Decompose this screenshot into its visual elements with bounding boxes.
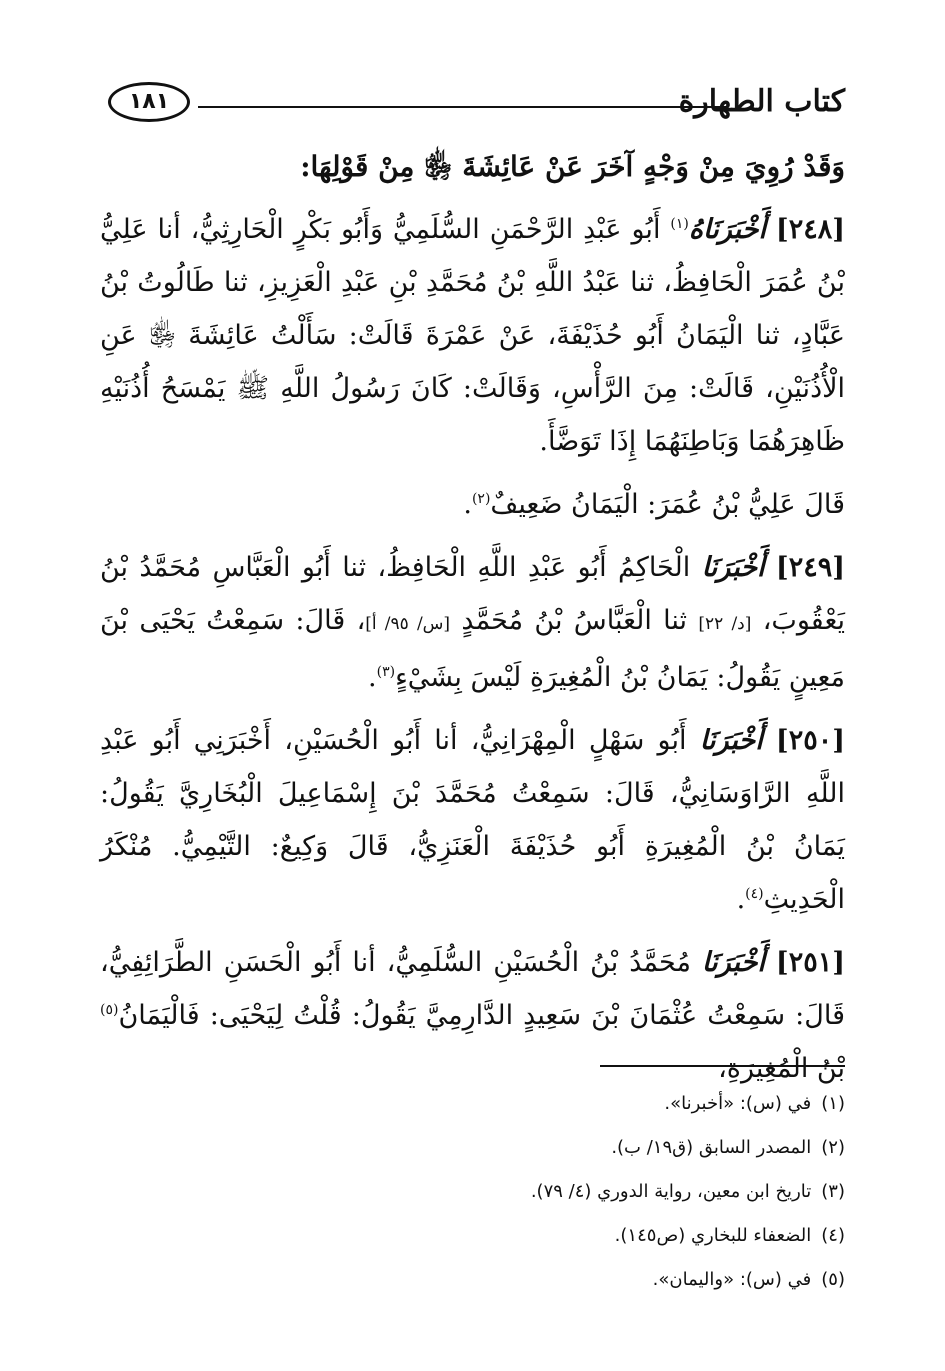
footnote-item — [100, 1258, 845, 1302]
hadith-250 — [100, 714, 845, 926]
book-title: كتاب الطهارة — [678, 84, 845, 119]
hadith-text: مُحَمَّدُ بْنُ الْحُسَيْنِ السُّلَمِيُّ، أنا أَبُو الْحَسَنِ الطَّرَائِفِيُّ، قَالَ: سَمِعْتُ عُثْمَانَ بْنَ سَعِيدٍ الدَّارِمِيَّ يَقُولُ: قُلْتُ لِيَحْيَى: فَالْيَمَانُ — [100, 947, 845, 1031]
narrator-comment — [100, 478, 845, 531]
narration-keyword: أَخْبَرَنَا — [701, 947, 765, 978]
footnote-text: في (س): «أخبرنا». — [664, 1093, 812, 1114]
section-heading: وَقَدْ رُوِيَ مِنْ وَجْهٍ آخَرَ عَنْ عَائِشَةَ ﵂ مِنْ قَوْلِهَا: — [300, 150, 845, 183]
hadith-number: [٢٥١] — [775, 947, 845, 978]
footnote-number: (٥) — [821, 1269, 845, 1290]
manuscript-ref: [د/ ٢٢] — [698, 614, 752, 634]
hadith-end: . — [368, 662, 377, 693]
comment-text: قَالَ عَلِيُّ بْنُ عُمَرَ: الْيَمَانُ ضَعِيفٌ — [490, 489, 845, 520]
footnote-text: في (س): «واليمان». — [652, 1269, 812, 1290]
narration-keyword: أَخْبَرَنَا — [701, 552, 765, 583]
hadith-text: بْنُ الْمُغِيرَةِ، — [718, 1053, 845, 1084]
narration-keyword: أَخْبَرَنَاهُ — [688, 214, 766, 245]
footnote-number: (٢) — [821, 1137, 845, 1158]
footnote-ref[interactable]: (٥) — [100, 1002, 119, 1018]
footnotes — [100, 1082, 845, 1302]
comment-end: . — [463, 489, 472, 520]
main-text — [100, 140, 845, 1105]
hadith-text: الْحَاكِمُ أَبُو عَبْدِ اللَّهِ الْحَافِظُ، ثنا أَبُو الْعَبَّاسِ مُحَمَّدُ بْنُ يَعْقُوبَ، — [100, 552, 845, 636]
footnote-ref[interactable]: (٤) — [745, 886, 764, 902]
footnote-item — [100, 1082, 845, 1126]
footnote-divider — [600, 1065, 845, 1067]
hadith-248 — [100, 203, 845, 468]
footnote-number: (٤) — [821, 1225, 845, 1246]
hadith-249 — [100, 541, 845, 704]
footnote-text: تاريخ ابن معين، رواية الدوري (٤/ ٧٩). — [530, 1181, 812, 1202]
hadith-end: . — [736, 884, 746, 915]
hadith-text: ثنا الْعَبَّاسُ بْنُ مُحَمَّدٍ — [461, 605, 688, 636]
footnote-ref[interactable]: (١) — [670, 216, 689, 232]
page-header — [100, 80, 845, 132]
header-rule — [198, 106, 727, 108]
hadith-text: ، قَالَ: سَمِعْتُ يَحْيَى بْنَ مَعِينٍ يَقُولُ: يَمَانُ بْنُ الْمُغِيرَةِ لَيْسَ بِشَيْءٍ — [100, 605, 845, 693]
page-number: ١٨١ — [108, 82, 190, 122]
hadith-number: [٢٥٠] — [775, 725, 845, 756]
manuscript-ref: [س/ ٩٥/ أ] — [365, 614, 451, 634]
footnote-item — [100, 1170, 845, 1214]
footnote-text: الضعفاء للبخاري (ص١٤٥). — [614, 1225, 812, 1246]
hadith-text: أَبُو عَبْدِ الرَّحْمَنِ السُّلَمِيُّ وَأَبُو بَكْرٍ الْحَارِثِيُّ، أنا عَلِيُّ بْنُ عُمَرَ الْحَافِظُ، ثنا عَبْدُ اللَّهِ بْنُ مُحَمَّدِ بْنِ عَبْدِ الْعَزِيزِ، ثنا طَالُوتُ بْنُ عَبَّادٍ، ثنا الْيَمَانُ أَبُو حُذَيْفَةَ، عَنْ عَمْرَةَ قَالَتْ: سَأَلْتُ عَائِشَةَ ﵂ عَنِ الْأُذُنَيْنِ، قَالَتْ: مِنَ الرَّأْسِ، وَقَالَتْ: كَانَ رَسُولُ اللَّهِ ﷺ يَمْسَحُ أُذُنَيْهِ ظَاهِرَهُمَا وَبَاطِنَهُمَا إِذَا تَوَضَّأَ. — [100, 214, 845, 457]
hadith-251 — [100, 936, 845, 1095]
footnote-ref[interactable]: (٣) — [376, 664, 396, 680]
footnote-number: (١) — [821, 1093, 845, 1114]
footnote-ref[interactable]: (٢) — [471, 491, 491, 507]
hadith-number: [٢٤٨] — [775, 214, 845, 245]
hadith-text: أَبُو سَهْلٍ الْمِهْرَانِيُّ، أنا أَبُو الْحُسَيْنِ، أَخْبَرَنِي أَبُو عَبْدِ اللَّهِ الرَّاوَسَانِيُّ، قَالَ: سَمِعْتُ مُحَمَّدَ بْنَ إِسْمَاعِيلَ الْبُخَارِيَّ يَقُولُ: يَمَانُ بْنُ الْمُغِيرَةِ أَبُو حُذَيْفَةَ الْعَنَزِيُّ، قَالَ وَكِيعٌ: التَّيْمِيُّ. مُنْكَرُ الْحَدِيثِ — [100, 725, 845, 915]
footnote-item — [100, 1126, 845, 1170]
footnote-text: المصدر السابق (ق١٩/ ب). — [611, 1137, 812, 1158]
hadith-number: [٢٤٩] — [775, 552, 845, 583]
footnote-number: (٣) — [821, 1181, 845, 1202]
narration-keyword: أَخْبَرَنَا — [699, 725, 763, 756]
footnote-item — [100, 1214, 845, 1258]
